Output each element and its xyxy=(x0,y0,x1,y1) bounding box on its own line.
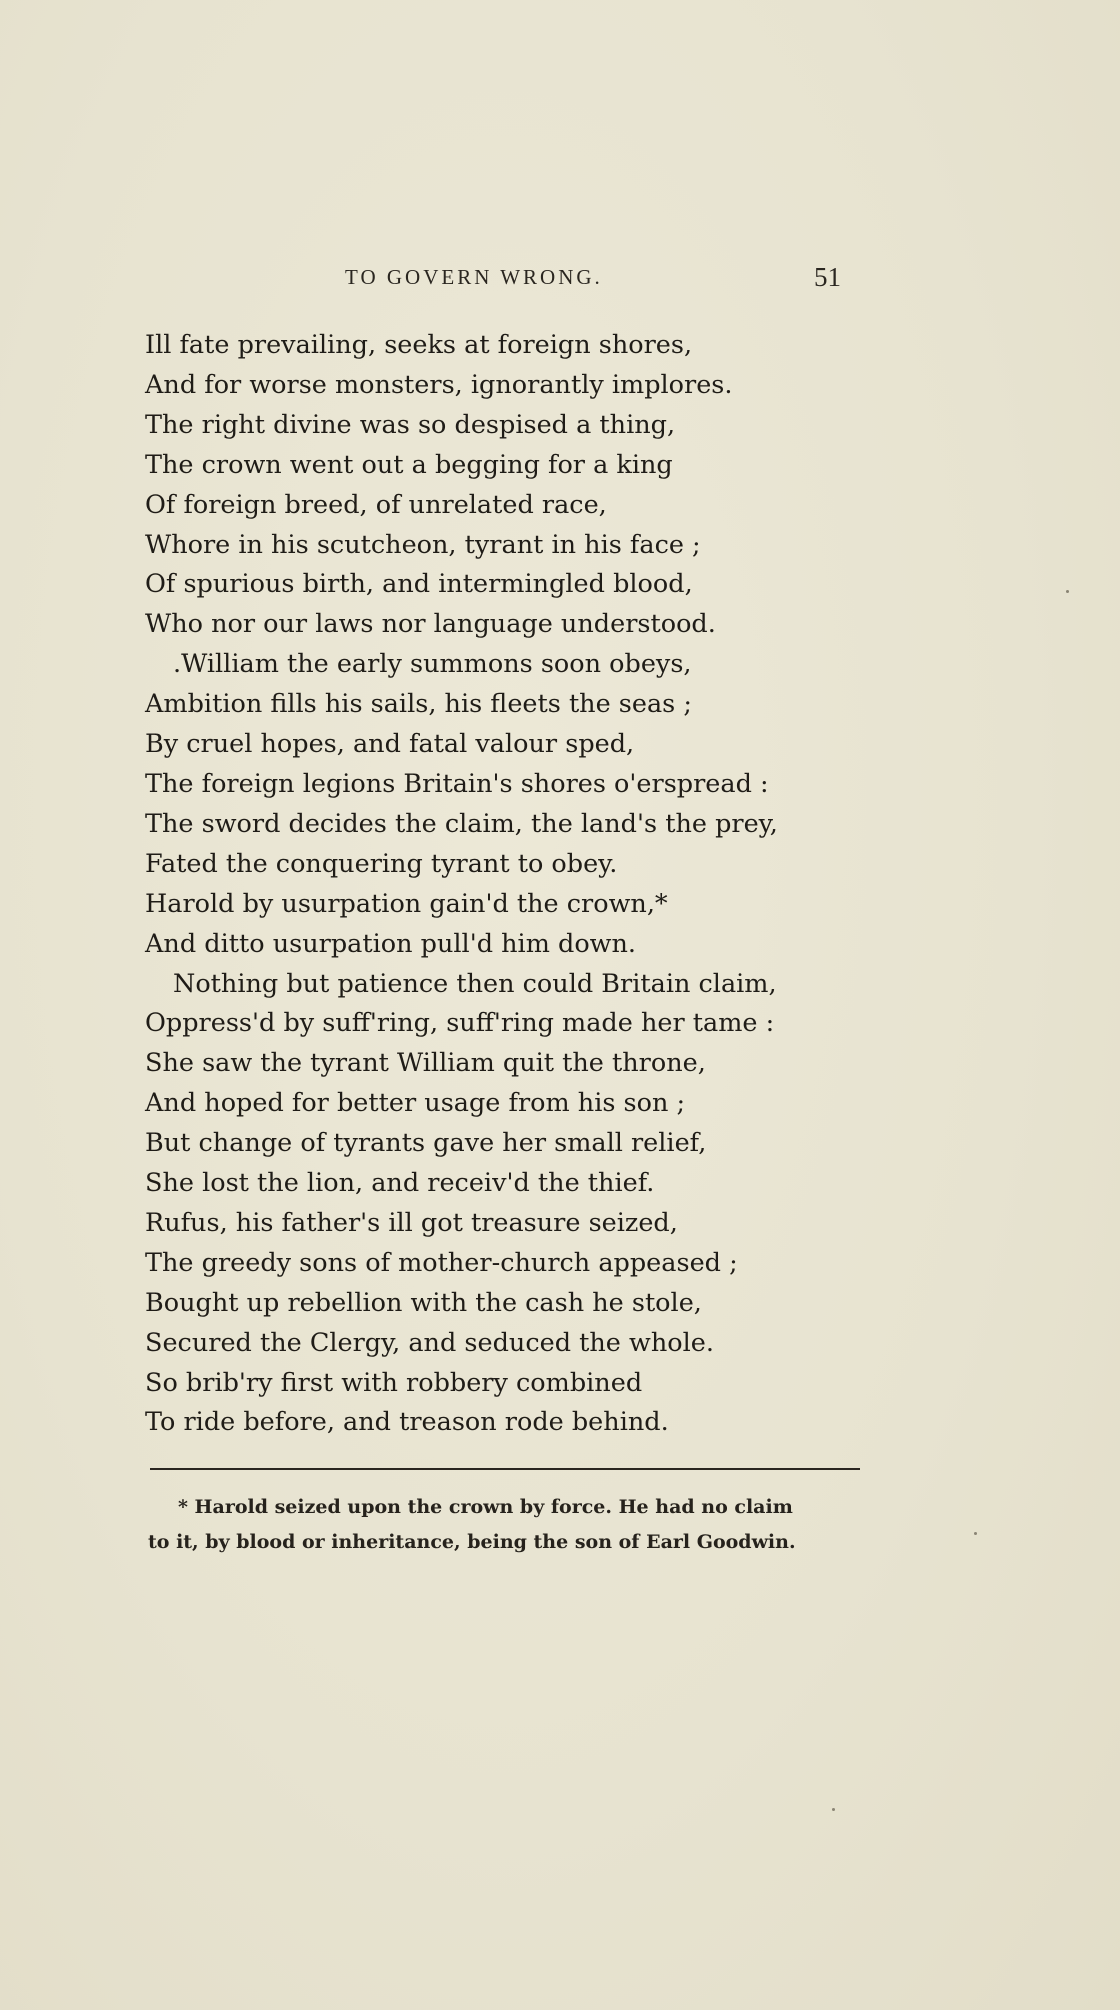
poem-line: But change of tyrants gave her small relief, xyxy=(145,1128,707,1159)
footnote-line: * Harold seized upon the crown by force. He had no claim xyxy=(178,1496,793,1518)
poem-line: The foreign legions Britain's shores o'erspread : xyxy=(145,768,769,799)
page-number: 51 xyxy=(814,262,841,292)
poem-line: So brib'ry first with robbery combined xyxy=(145,1367,643,1398)
poem-line: .William the early summons soon obeys, xyxy=(173,649,692,680)
poem-line: Of spurious birth, and intermingled blood, xyxy=(145,569,693,600)
footnote-line: to it, by blood or inheritance, being the son of Earl Goodwin. xyxy=(148,1531,796,1553)
paper-speck xyxy=(974,1532,977,1535)
poem-line: Fated the conquering tyrant to obey. xyxy=(145,848,618,879)
paper-speck xyxy=(1066,590,1069,593)
poem-line: By cruel hopes, and fatal valour sped, xyxy=(145,729,635,760)
poem-line: The crown went out a begging for a king xyxy=(145,449,673,480)
running-title: TO GOVERN WRONG. xyxy=(345,265,603,289)
footnote xyxy=(148,1490,888,1560)
poem-line: Rufus, his father's ill got treasure seized, xyxy=(145,1207,678,1238)
poem-text xyxy=(145,326,905,1443)
poem-line: Nothing but patience then could Britain claim, xyxy=(173,968,777,999)
poem-line: The sword decides the claim, the land's the prey, xyxy=(145,808,778,839)
poem-line: Oppress'd by suff'ring, suff'ring made her tame : xyxy=(145,1008,775,1039)
poem-line: Harold by usurpation gain'd the crown,* xyxy=(145,888,668,919)
poem-line: The greedy sons of mother-church appeased ; xyxy=(145,1247,738,1278)
poem-line: She saw the tyrant William quit the throne, xyxy=(145,1048,706,1079)
poem-line: Who nor our laws nor language understood. xyxy=(145,609,716,640)
poem-line: To ride before, and treason rode behind. xyxy=(145,1407,669,1438)
poem-line: And for worse monsters, ignorantly implores. xyxy=(145,369,733,400)
poem-line: Secured the Clergy, and seduced the whole. xyxy=(145,1327,714,1358)
poem-line: Whore in his scutcheon, tyrant in his face ; xyxy=(145,529,701,560)
poem-line: Of foreign breed, of unrelated race, xyxy=(145,489,607,520)
paper-speck xyxy=(832,1808,835,1811)
poem-line: She lost the lion, and receiv'd the thief. xyxy=(145,1168,655,1199)
footnote-divider xyxy=(150,1468,860,1470)
poem-line: Bought up rebellion with the cash he stole, xyxy=(145,1287,702,1318)
poem-line: Ill fate prevailing, seeks at foreign shores, xyxy=(145,330,693,360)
poem-line: Ambition fills his sails, his fleets the seas ; xyxy=(145,689,692,720)
poem-line: And hoped for better usage from his son ; xyxy=(145,1088,686,1119)
poem-line: And ditto usurpation pull'd him down. xyxy=(145,928,637,959)
poem-line: The right divine was so despised a thing, xyxy=(145,409,676,440)
